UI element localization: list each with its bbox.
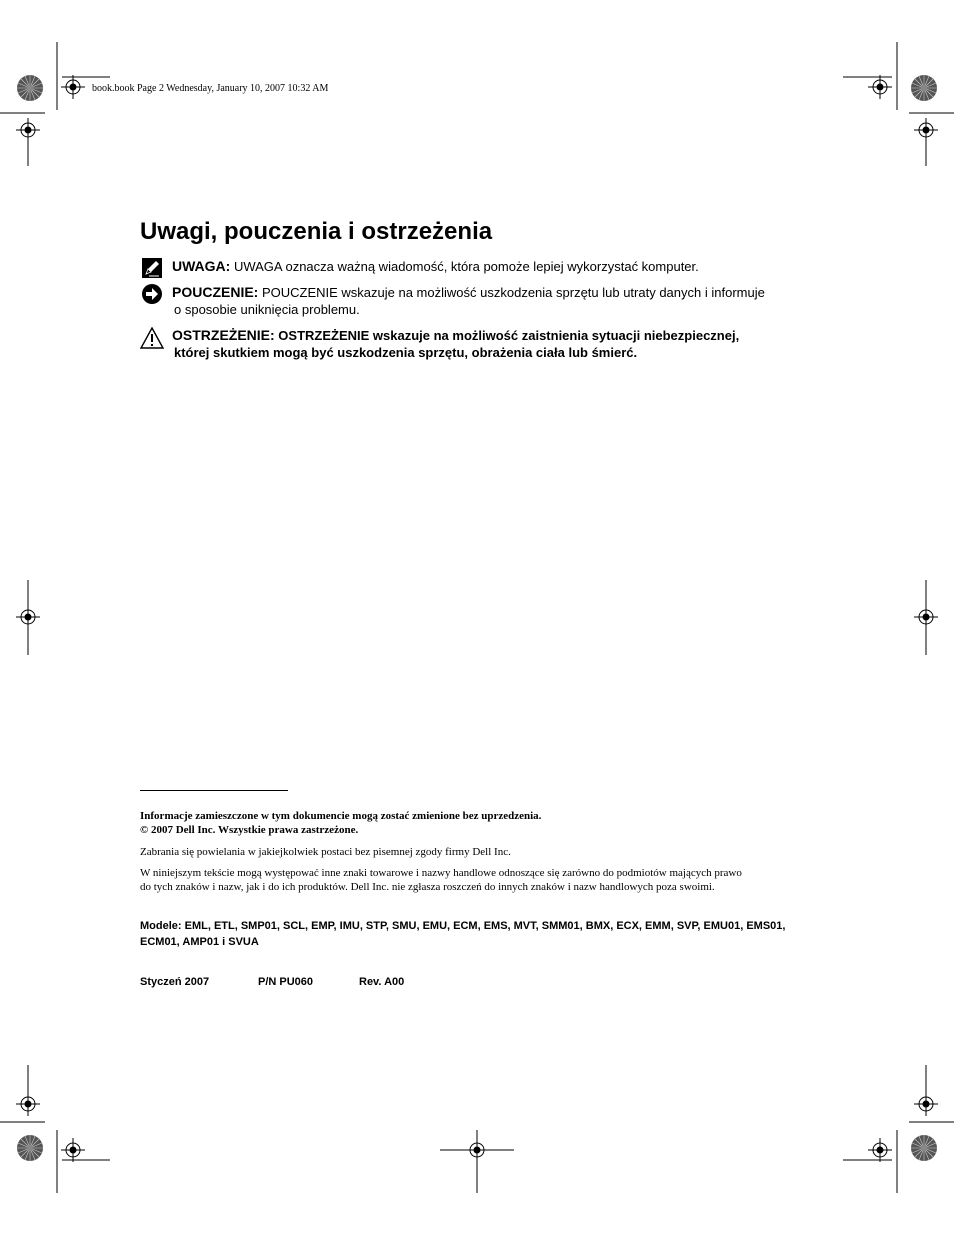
legal-notice [140, 809, 840, 837]
revision: Rev. A00 [359, 976, 405, 988]
print-header: book.book Page 2 Wednesday, January 10, 2007 10:32 AM [92, 83, 329, 94]
pencil-icon [140, 258, 164, 280]
trademark-notice [140, 866, 840, 894]
doc-date: Styczeń 2007 [140, 976, 210, 988]
note-label: UWAGA: [172, 258, 231, 274]
note-continuation: której skutkiem mogą być uszkodzenia sprzętu, obrażenia ciała lub śmierć. [174, 345, 638, 360]
note-pouczenie [140, 284, 830, 318]
page-title: Uwagi, pouczenia i ostrzeżenia [140, 218, 493, 245]
note-label: POUCZENIE: [172, 284, 259, 300]
trademark-line-1: W niniejszym tekście mogą występować inne znaki towarowe i nazwy handlowe odnoszące się zarówno do podmiotów mających prawo [140, 867, 742, 879]
arrow-circle-icon [140, 284, 164, 306]
doc-footer [140, 976, 404, 988]
model-list [140, 918, 850, 950]
note-text: POUCZENIE wskazuje na możliwość uszkodzenia sprzętu lub utraty danych i informuje [258, 285, 765, 300]
model-line-1: Modele: EML, ETL, SMP01, SCL, EMP, IMU, STP, SMU, EMU, ECM, EMS, MVT, SMM01, BMX, ECX, EMM, SVP, EMU01, EMS01, [140, 920, 786, 932]
warning-triangle-icon [140, 327, 164, 349]
note-label: OSTRZEŻENIE: [172, 327, 275, 343]
trademark-line-2: do tych znaków i nazw, jak i do ich produktów. Dell Inc. nie zgłasza roszczeń do innych znaków i nazw handlowych poza swoimi. [140, 881, 715, 893]
note-text: OSTRZEŻENIE wskazuje na możliwość zaistnienia sytuacji niebezpiecznej, [274, 328, 740, 343]
note-text: UWAGA oznacza ważną wiadomość, która pomoże lepiej wykorzystać komputer. [230, 259, 699, 274]
model-line-2: ECM01, AMP01 i SVUA [140, 936, 259, 948]
note-continuation: o sposobie uniknięcia problemu. [174, 302, 360, 317]
legal-line-1: Informacje zamieszczone w tym dokumencie mogą zostać zmienione bez uprzedzenia. [140, 810, 542, 822]
note-ostrzezenie [140, 327, 830, 361]
part-number: P/N PU060 [258, 976, 314, 988]
copy-restriction: Zabrania się powielania w jakiejkolwiek postaci bez pisemnej zgody firmy Dell Inc. [140, 846, 511, 858]
legal-line-2: © 2007 Dell Inc. Wszystkie prawa zastrzeżone. [140, 824, 359, 836]
footnote-rule [140, 790, 288, 791]
note-uwaga [140, 258, 830, 275]
